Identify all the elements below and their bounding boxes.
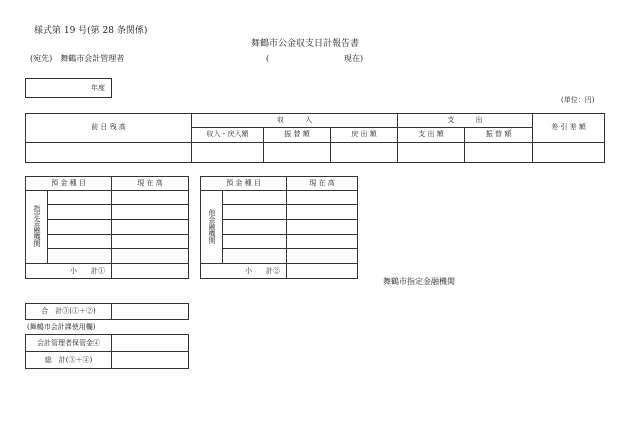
income-transfer-header: 振 替 額 bbox=[264, 128, 331, 142]
custody-label: 会計管理者保管金④ bbox=[26, 335, 112, 352]
income-receipts-cell bbox=[192, 142, 264, 162]
other-type-cell bbox=[223, 205, 287, 220]
designated-subtotal-label: 小 計① bbox=[26, 264, 112, 279]
other-balance-cell bbox=[287, 205, 358, 220]
expense-header: 支 出 bbox=[398, 114, 533, 128]
designated-subtotal-cell bbox=[112, 264, 189, 279]
designated-type-cell bbox=[48, 220, 112, 235]
other-type-cell bbox=[223, 220, 287, 235]
designated-side-label-cell bbox=[26, 191, 48, 264]
other-subtotal-label: 小 計② bbox=[201, 264, 287, 279]
other-balance-cell bbox=[287, 191, 358, 205]
grand-total-label: 総 計(③＋④) bbox=[26, 352, 112, 369]
total-table bbox=[25, 303, 189, 320]
designated-balance-cell bbox=[112, 220, 189, 235]
date-open-paren: ( bbox=[266, 54, 270, 63]
unit-label: (単位：円) bbox=[561, 96, 595, 104]
other-col-balance: 現 在 高 bbox=[287, 177, 358, 191]
income-refund-header: 戻 出 額 bbox=[331, 128, 398, 142]
designated-balance-cell bbox=[112, 205, 189, 220]
other-balance-cell bbox=[287, 235, 358, 249]
other-subtotal-cell bbox=[287, 264, 358, 279]
total-cell bbox=[112, 304, 189, 320]
other-balance-cell bbox=[287, 220, 358, 235]
addressee: (宛先) 舞鶴市会計管理者 bbox=[30, 54, 125, 63]
expense-payment-cell bbox=[398, 142, 465, 162]
designated-balance-cell bbox=[112, 249, 189, 264]
total-label: 合 計③(①＋②) bbox=[26, 304, 112, 320]
designated-type-cell bbox=[48, 191, 112, 205]
custody-table bbox=[25, 334, 189, 369]
other-type-cell bbox=[223, 191, 287, 205]
designated-col-type: 預 金 種 目 bbox=[26, 177, 112, 191]
designated-bank-name: 舞鶴市指定金融機関 bbox=[383, 277, 455, 286]
usage-note: (舞鶴市会計課使用欄) bbox=[27, 323, 96, 331]
other-balance-cell bbox=[287, 249, 358, 264]
daily-summary-table bbox=[25, 113, 605, 163]
fiscal-year-label: 年度 bbox=[91, 84, 105, 92]
difference-cell bbox=[533, 142, 605, 162]
income-header: 収 入 bbox=[192, 114, 398, 128]
other-col-type: 預 金 種 目 bbox=[201, 177, 287, 191]
other-side-label-cell bbox=[201, 191, 223, 264]
designated-bank-table bbox=[25, 176, 189, 279]
designated-side-label: 指定金融機関 bbox=[33, 205, 41, 247]
grand-total-cell bbox=[112, 352, 189, 369]
fiscal-year-box bbox=[25, 78, 112, 98]
designated-balance-cell bbox=[112, 235, 189, 249]
other-type-cell bbox=[223, 235, 287, 249]
designated-type-cell bbox=[48, 205, 112, 220]
date-label: 現在) bbox=[344, 54, 364, 63]
income-transfer-cell bbox=[264, 142, 331, 162]
form-title: 舞鶴市公金収支日計報告書 bbox=[251, 39, 360, 49]
income-receipts-header: 収入・戻入額 bbox=[192, 128, 264, 142]
form-number: 様式第 19 号(第 28 条関係) bbox=[34, 26, 148, 36]
designated-type-cell bbox=[48, 235, 112, 249]
income-refund-cell bbox=[331, 142, 398, 162]
expense-transfer-header: 振 替 額 bbox=[465, 128, 533, 142]
expense-payment-header: 支 出 額 bbox=[398, 128, 465, 142]
other-side-label: 他金融機関 bbox=[208, 208, 216, 244]
previous-balance-cell bbox=[26, 142, 192, 162]
designated-balance-cell bbox=[112, 191, 189, 205]
other-bank-table bbox=[200, 176, 358, 279]
previous-balance-header: 前 日 残 高 bbox=[26, 114, 192, 143]
designated-type-cell bbox=[48, 249, 112, 264]
expense-transfer-cell bbox=[465, 142, 533, 162]
designated-col-balance: 現 在 高 bbox=[112, 177, 189, 191]
custody-cell bbox=[112, 335, 189, 352]
difference-header: 差 引 差 額 bbox=[533, 114, 605, 143]
other-type-cell bbox=[223, 249, 287, 264]
